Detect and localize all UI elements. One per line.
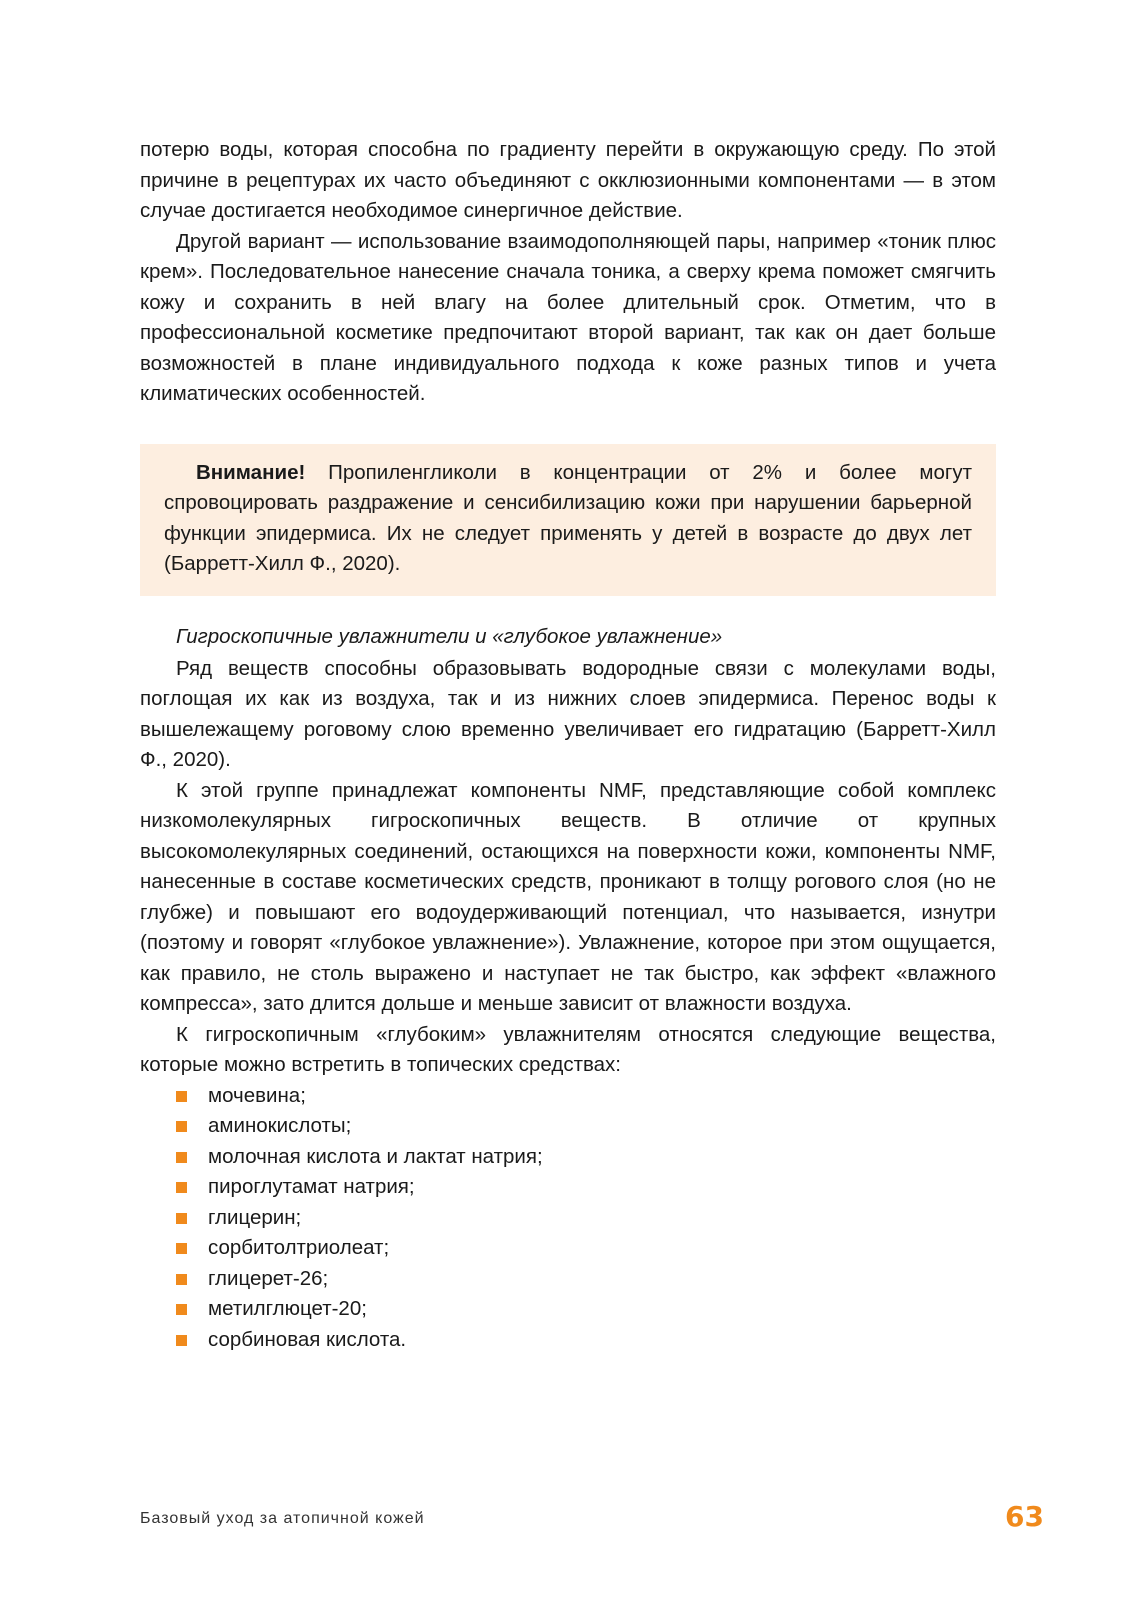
notice-box (140, 444, 996, 596)
list-item: мочевина; (176, 1081, 996, 1112)
bullet-square-icon (176, 1304, 187, 1315)
bullet-square-icon (176, 1152, 187, 1163)
list-item: аминокислоты; (176, 1111, 996, 1142)
bullet-square-icon (176, 1121, 187, 1132)
list-item: глицерет-26; (176, 1264, 996, 1295)
paragraph-3: Ряд веществ способны образовывать водородные связи с молекулами воды, поглощая их как из воздуха, так и из нижних слоев эпидермиса. Перенос воды к вышележащему роговому слою временно увеличивает его гидратацию (Барретт-Хилл Ф., 2020). (140, 656, 996, 771)
paragraph-1: потерю воды, которая способна по градиенту перейти в окружающую среду. По этой причине в рецептурах их часто объединяют с окклюзионными компонентами — в этом случае достигается необходимое синергичное действие. (140, 138, 996, 222)
list-item: сорбиновая кислота. (176, 1325, 996, 1356)
paragraph-5: К гигроскопичным «глубоким» увлажнителям относятся следующие вещества, которые можно встретить в топических средствах: (140, 1022, 996, 1076)
list-item: метилглюцет-20; (176, 1294, 996, 1325)
page-content (140, 135, 996, 1355)
page-number: 63 (1005, 1500, 1044, 1533)
paragraph-2: Другой вариант — использование взаимодополняющей пары, например «тоник плюс крем». Последовательное нанесение сначала тоника, а сверху крема поможет смягчить кожу и сохранить в ней влагу на более длительный срок. Отметим, что в профессиональной косметике предпочитают второй вариант, так как он дает больше возможностей в плане индивидуального подхода к коже разных типов и учета климатических особенностей. (140, 229, 996, 405)
bullet-square-icon (176, 1335, 187, 1346)
bullet-square-icon (176, 1091, 187, 1102)
bullet-square-icon (176, 1274, 187, 1285)
list-item: молочная кислота и лактат натрия; (176, 1142, 996, 1173)
paragraph-4: К этой группе принадлежат компоненты NMF, представляющие собой комплекс низкомолекулярных гигроскопичных веществ. В отличие от крупных высокомолекулярных соединений, остающихся на поверхности кожи, компоненты NMF, нанесенные в составе косметических средств, проникают в толщу рогового слоя (но не глубже) и повышают его водоудерживающий потенциал, что называется, изнутри (поэтому и говорят «глубокое увлажнение»). Увлажнение, которое при этом ощущается, как правило, не столь выражено и наступает не так быстро, как эффект «влажного компресса», зато длится дольше и меньше зависит от влажности воздуха. (140, 778, 996, 1015)
list-item: глицерин; (176, 1203, 996, 1234)
list-item: сорбитолтриолеат; (176, 1233, 996, 1264)
running-footer-title: Базовый уход за атопичной кожей (140, 1510, 425, 1527)
section-subheading: Гигроскопичные увлажнители и «глубокое увлажнение» (176, 624, 723, 648)
bullet-square-icon (176, 1213, 187, 1224)
bullet-square-icon (176, 1182, 187, 1193)
notice-paragraph (164, 458, 972, 580)
notice-label: Внимание! (196, 460, 306, 484)
bullet-square-icon (176, 1243, 187, 1254)
list-item: пироглутамат натрия; (176, 1172, 996, 1203)
humectant-list (140, 1081, 996, 1356)
notice-text: Пропиленгликоли в концентрации от 2% и более могут спровоцировать раздражение и сенсибилизацию кожи при нарушении барьерной функции эпидермиса. Их не следует применять у детей в возрасте до двух лет (Барретт-Хилл Ф., 2020). (164, 460, 972, 575)
